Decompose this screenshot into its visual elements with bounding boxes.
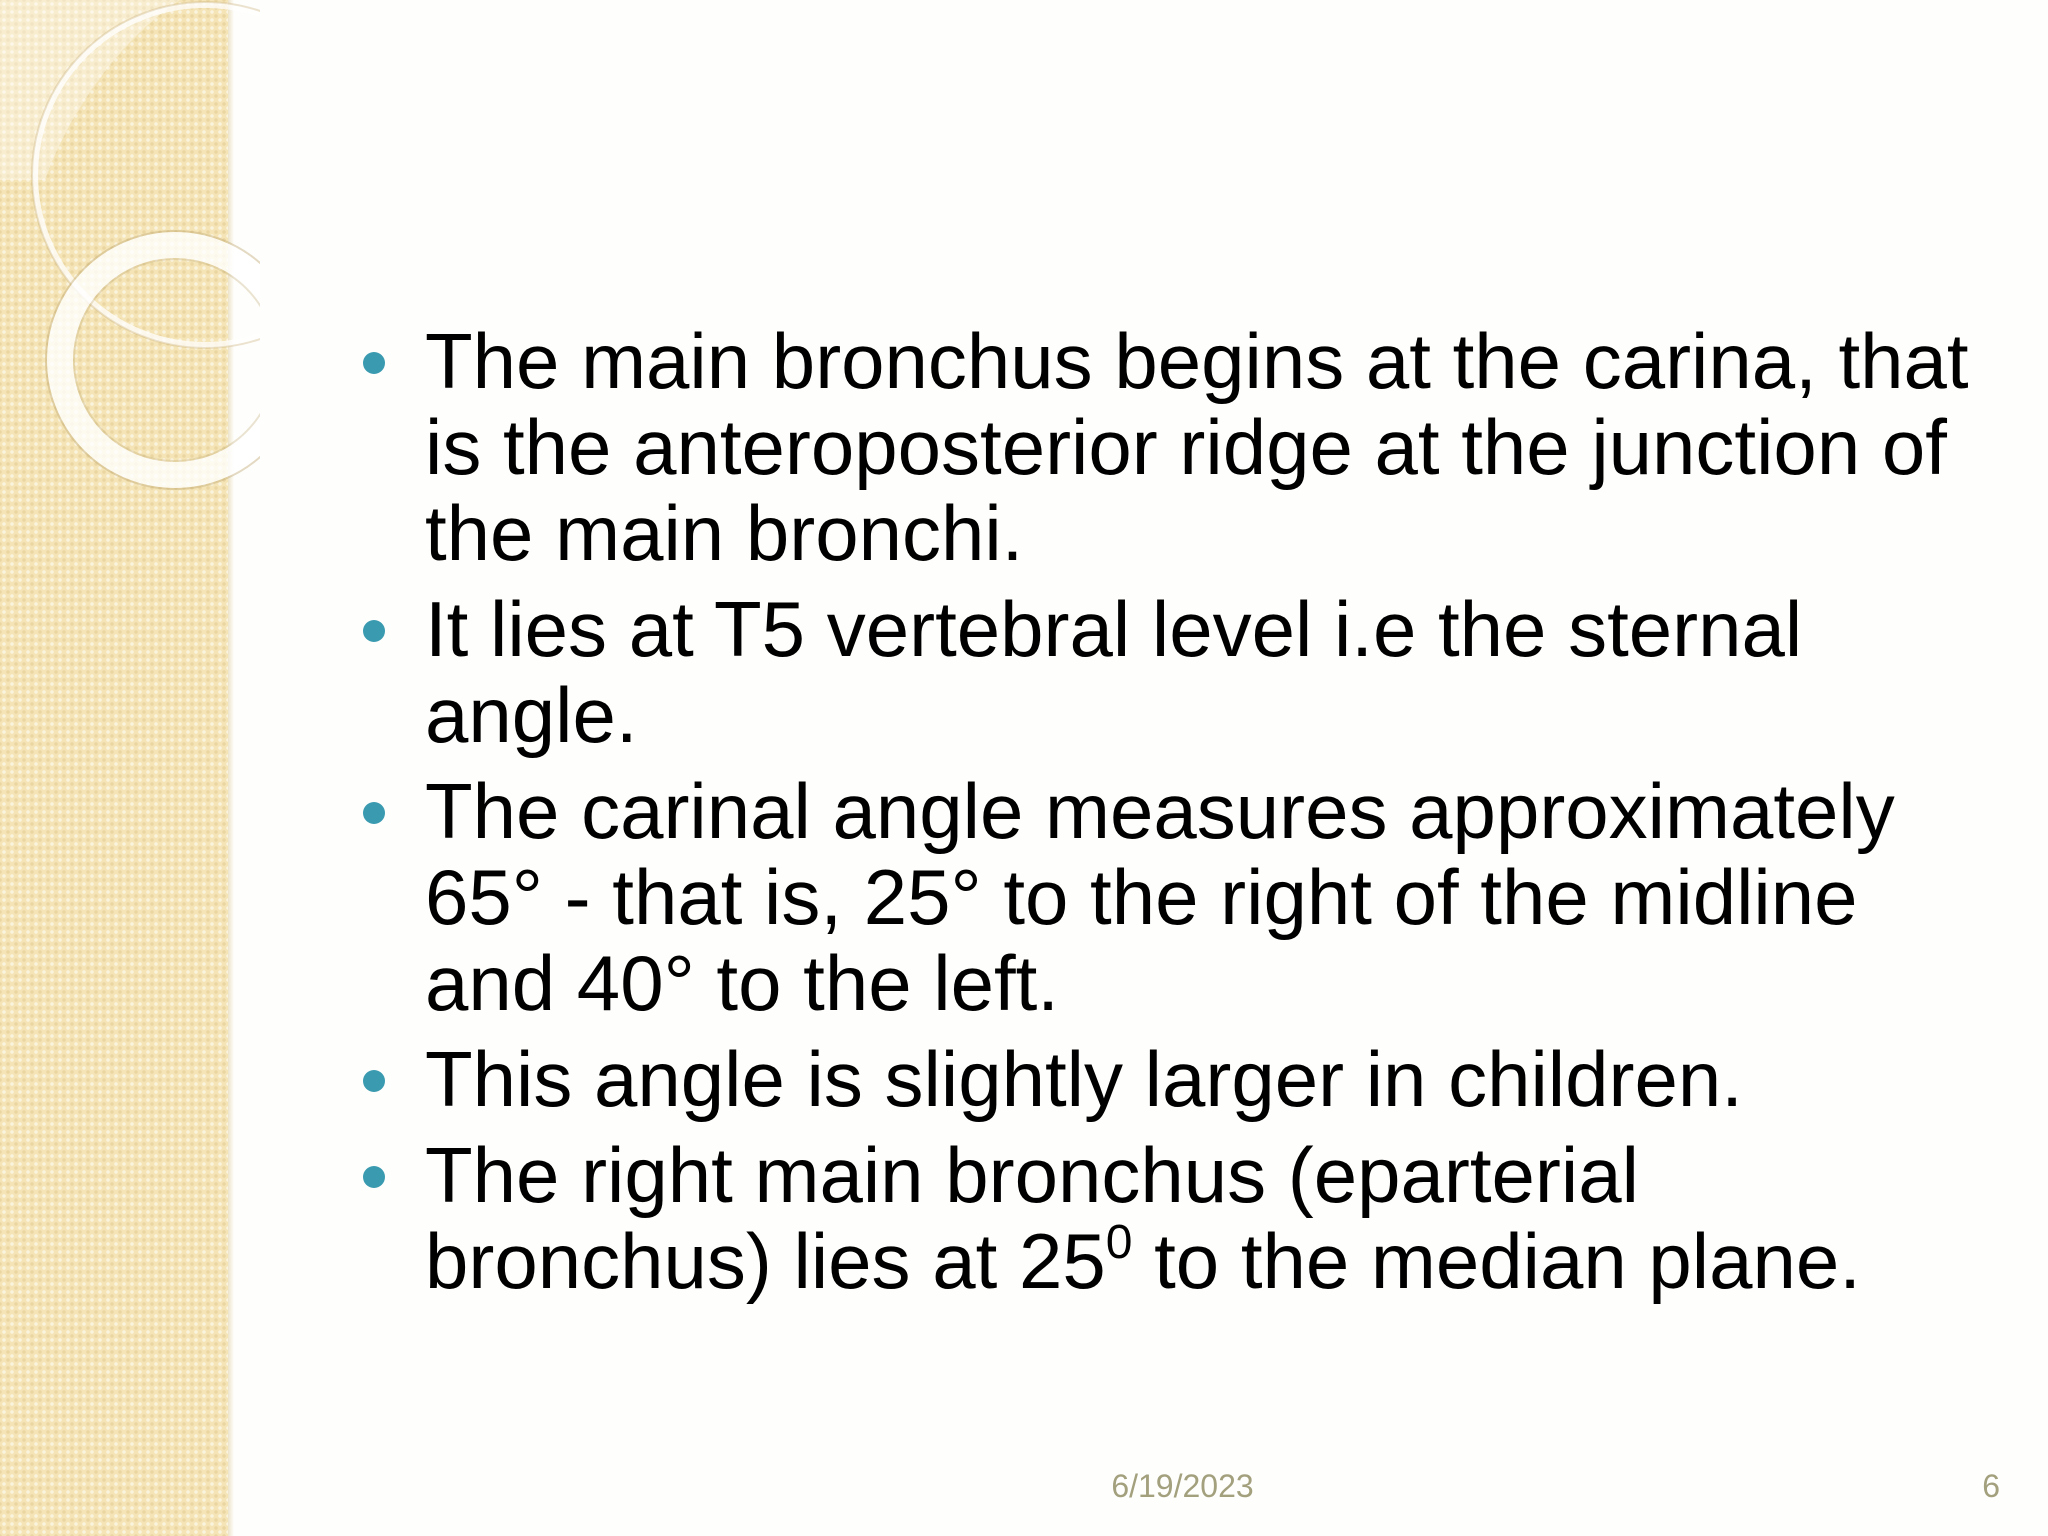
footer-date: 6/19/2023 (1111, 1468, 1254, 1504)
bullet-text: This angle is slightly larger in children. (425, 1035, 1743, 1123)
bullet-item (355, 1036, 1975, 1122)
slide-body (355, 318, 1975, 1314)
bullet-text-end: to the median plane. (1132, 1217, 1861, 1305)
decorative-rings (0, 0, 260, 520)
bullet-item (355, 1132, 1975, 1304)
bullet-list (355, 318, 1975, 1304)
bullet-text: It lies at T5 vertebral level i.e the sternal angle. (425, 585, 1803, 759)
bullet-icon (363, 1166, 385, 1188)
superscript-zero: 0 (1105, 1216, 1133, 1269)
bullet-text-start: The right main bronchus (eparterial bronchus) lies at 25 (425, 1131, 1639, 1305)
bullet-item (355, 768, 1975, 1026)
bullet-item (355, 586, 1975, 758)
slide-number: 6 (1982, 1468, 2000, 1504)
bullet-text: The main bronchus begins at the carina, that is the anteroposterior ridge at the junction of the main bronchi. (425, 317, 1969, 577)
bullet-icon (363, 620, 385, 642)
bullet-text: The carinal angle measures approximately 65° - that is, 25° to the right of the midline and 40° to the left. (425, 767, 1895, 1027)
bullet-icon (363, 1070, 385, 1092)
bullet-icon (363, 352, 385, 374)
bullet-icon (363, 802, 385, 824)
bullet-item (355, 318, 1975, 576)
